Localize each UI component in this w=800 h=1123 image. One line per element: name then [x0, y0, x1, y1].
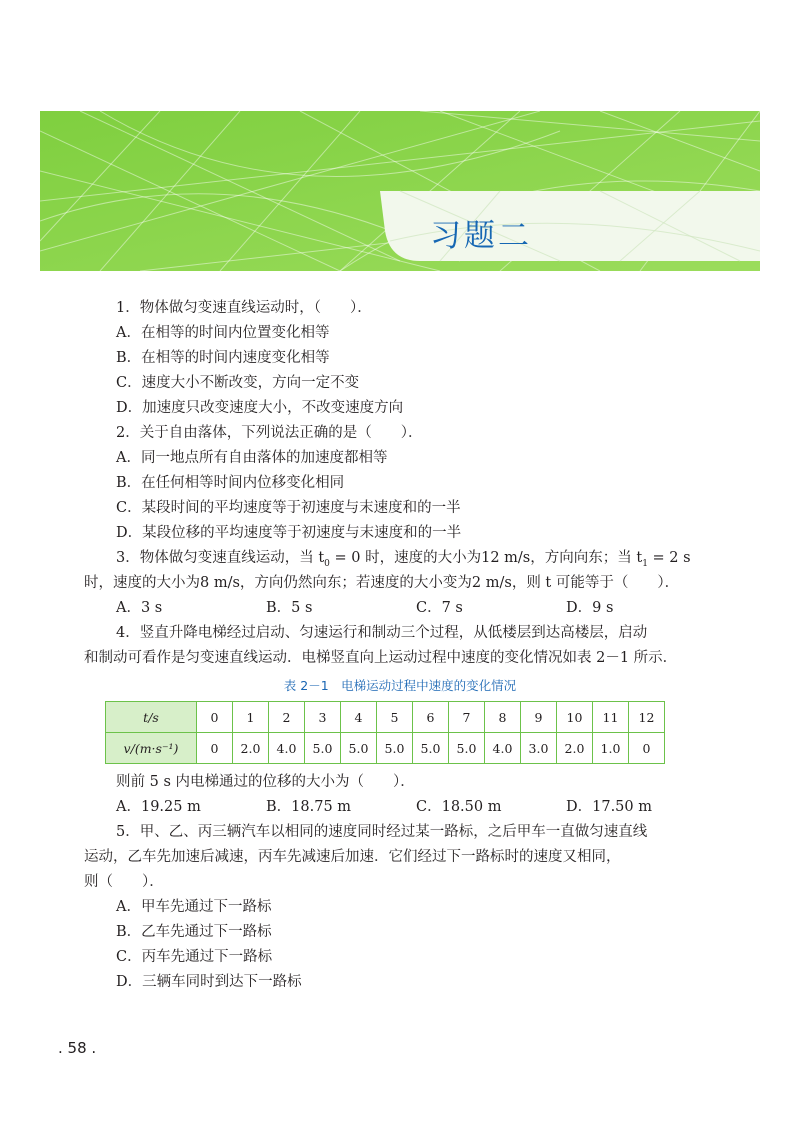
table-cell: 4.0	[485, 733, 521, 764]
table-cell: 5.0	[377, 733, 413, 764]
table-cell: 5.0	[341, 733, 377, 764]
question-3-option-d: D．9 s	[566, 600, 614, 616]
question-2-stem: 2．关于自由落体，下列说法正确的是（ ）．	[116, 425, 423, 441]
chapter-banner	[40, 111, 760, 271]
question-3-text-a: 3．物体做匀变速直线运动，当 t	[116, 550, 325, 566]
question-5-option-d: D．三辆车同时到达下一路标	[116, 974, 302, 990]
table-cell: 3	[305, 702, 341, 733]
question-1-option-b: B．在相等的时间内速度变化相等	[116, 350, 330, 366]
table-cell: 3.0	[521, 733, 557, 764]
question-2-option-d: D．某段位移的平均速度等于初速度与末速度和的一半	[116, 525, 462, 541]
question-3-line-2: 时，速度的大小为8 m/s，方向仍然向东；若速度的大小变为2 m/s，则 t 可能等于（ ）．	[84, 575, 680, 591]
table-cell: 5.0	[305, 733, 341, 764]
question-4-options	[84, 795, 716, 820]
table-cell: 0	[197, 702, 233, 733]
question-3-line-1	[84, 546, 716, 571]
question-5-option-a: A．甲车先通过下一路标	[116, 899, 272, 915]
velocity-table	[105, 701, 665, 764]
question-5-line-3: 则（ ）．	[84, 874, 164, 890]
table-cell: 5.0	[413, 733, 449, 764]
question-1-option-c: C．速度大小不断改变，方向一定不变	[116, 375, 360, 391]
table-cell: 9	[521, 702, 557, 733]
question-5-line-1: 5．甲、乙、丙三辆汽车以相同的速度同时经过某一路标，之后甲车一直做匀速直线	[116, 824, 648, 840]
table-cell: 10	[557, 702, 593, 733]
question-2-option-c: C．某段时间的平均速度等于初速度与末速度和的一半	[116, 500, 461, 516]
question-1-option-a: A．在相等的时间内位置变化相等	[116, 325, 330, 341]
table-header-velocity: v/(m·s⁻¹)	[106, 733, 197, 764]
table-cell: 0	[197, 733, 233, 764]
question-4-option-c: C．18.50 m	[416, 799, 502, 815]
table-cell: 11	[593, 702, 629, 733]
table-cell: 0	[629, 733, 665, 764]
question-4-option-a: A．19.25 m	[116, 799, 201, 815]
question-2-option-b: B．在任何相等时间内位移变化相同	[116, 475, 345, 491]
table-cell: 4.0	[269, 733, 305, 764]
question-4-option-b: B．18.75 m	[266, 799, 352, 815]
question-3-option-b: B．5 s	[266, 600, 313, 616]
question-3-text-b: = 0 时，速度的大小为12 m/s，方向向东；当 t	[329, 550, 643, 566]
table-cell: 2.0	[233, 733, 269, 764]
table-row-time	[106, 702, 665, 733]
question-3-options	[84, 596, 716, 621]
question-3-text-c: = 2 s	[647, 550, 691, 566]
question-3-option-c: C．7 s	[416, 600, 463, 616]
table-header-time: t/s	[106, 702, 197, 733]
question-5-option-b: B．乙车先通过下一路标	[116, 924, 272, 940]
table-row-velocity	[106, 733, 665, 764]
question-4-option-d: D．17.50 m	[566, 799, 652, 815]
table-cell: 2.0	[557, 733, 593, 764]
question-1-option-d: D．加速度只改变速度大小，不改变速度方向	[116, 400, 404, 416]
table-cell: 5.0	[449, 733, 485, 764]
table-cell: 2	[269, 702, 305, 733]
question-4-after: 则前 5 s 内电梯通过的位移的大小为（ ）．	[116, 774, 415, 790]
subscript-1: 1	[642, 558, 648, 569]
question-5-line-2: 运动，乙车先加速后减速，丙车先减速后加速．它们经过下一路标时的速度又相同，	[84, 849, 621, 865]
subscript-0: 0	[324, 558, 330, 569]
table-caption: 表 2－1 电梯运动过程中速度的变化情况	[283, 678, 517, 693]
table-cell: 4	[341, 702, 377, 733]
exercise-content	[84, 296, 716, 995]
question-1-stem: 1．物体做匀变速直线运动时，（ ）．	[116, 300, 372, 316]
banner-graphic	[40, 111, 760, 271]
table-cell: 8	[485, 702, 521, 733]
page-title: 习题二	[430, 218, 532, 254]
table-cell: 5	[377, 702, 413, 733]
table-cell: 1	[233, 702, 269, 733]
table-cell: 6	[413, 702, 449, 733]
question-4-line-1: 4．竖直升降电梯经过启动、匀速运行和制动三个过程，从低楼层到达高楼层，启动	[116, 625, 648, 641]
table-cell: 1.0	[593, 733, 629, 764]
table-cell: 7	[449, 702, 485, 733]
question-3-option-a: A．3 s	[116, 600, 163, 616]
question-2-option-a: A．同一地点所有自由落体的加速度都相等	[116, 450, 388, 466]
table-cell: 12	[629, 702, 665, 733]
question-5-option-c: C．丙车先通过下一路标	[116, 949, 273, 965]
page-number: . 58 .	[58, 1039, 97, 1057]
question-4-line-2: 和制动可看作是匀变速直线运动．电梯竖直向上运动过程中速度的变化情况如表 2－1 所示．	[84, 650, 678, 666]
